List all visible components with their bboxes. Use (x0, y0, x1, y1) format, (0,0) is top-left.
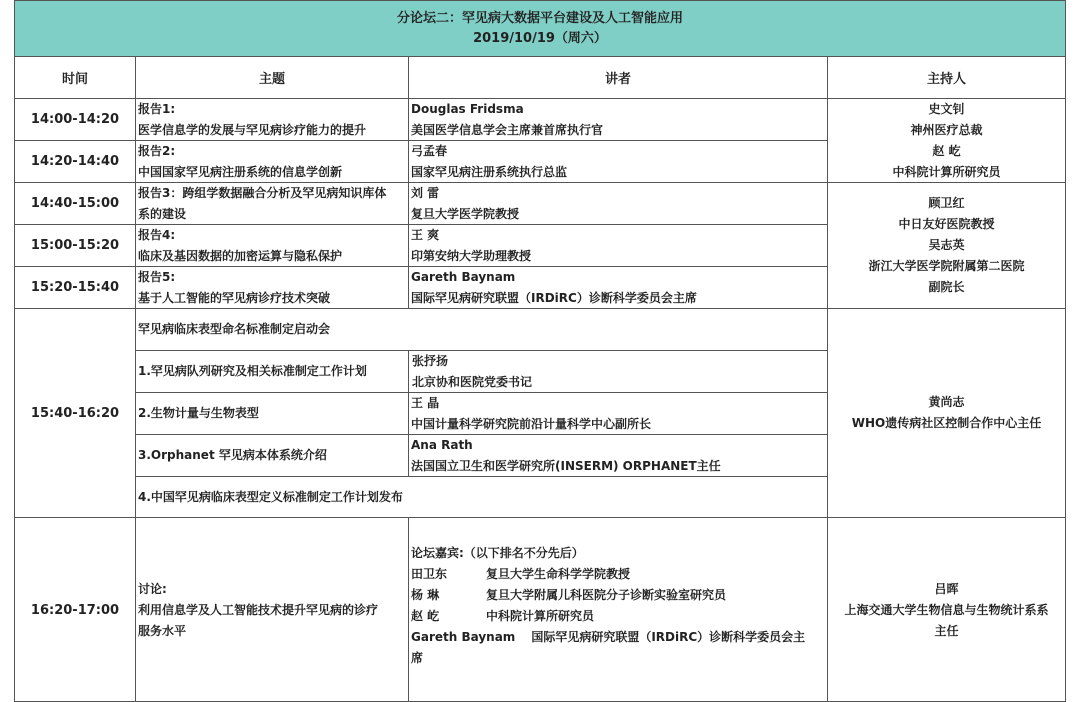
forum-date: 2019/10/19（周六） (473, 30, 607, 46)
speaker-title: 国际罕见病研究联盟（IRDiRC）诊断科学委员会主席 (411, 291, 697, 305)
grid-line (14, 517, 1066, 518)
guest-name: 田卫东 (411, 567, 448, 581)
topic-line: 报告2: (138, 144, 176, 158)
session-topic (136, 141, 408, 182)
session-host (828, 99, 1065, 182)
grid-line (827, 57, 828, 702)
grid-line (135, 476, 828, 477)
session-topic (136, 225, 408, 266)
discussion-topic (136, 518, 408, 702)
column-header-host: 主持人 (926, 72, 966, 87)
speaker-name: 弓孟春 (411, 144, 448, 158)
host-name: 吴志英 (928, 238, 965, 252)
launch-item-speaker (409, 393, 827, 434)
host-title: WHO遗传病社区控制合作中心主任 (851, 416, 1042, 430)
session-speaker (409, 141, 827, 182)
grid-line (135, 392, 828, 393)
guests-title: 论坛嘉宾:（以下排名不分先后） (411, 546, 584, 560)
forum-title: 分论坛二：罕见病大数据平台建设及人工智能应用 (396, 10, 683, 26)
grid-line (408, 57, 409, 309)
topic-line: 报告4: (138, 228, 176, 242)
speaker-name: Gareth Baynam (411, 270, 516, 284)
launch-item-topic: 1.罕见病队列研究及相关标准制定工作计划 (138, 364, 367, 378)
discussion-guests (409, 518, 827, 702)
topic-line: 中国国家罕见病注册系统的信息学创新 (138, 165, 343, 179)
grid-line (14, 266, 828, 267)
speaker-name: Ana Rath (411, 438, 473, 452)
host-name: 顾卫红 (928, 196, 965, 210)
column-header-time: 时间 (61, 72, 88, 87)
topic-line: 服务水平 (138, 623, 187, 638)
host-title: 中日友好医院教授 (898, 217, 995, 231)
guest-name: 赵 屹 (411, 609, 440, 623)
topic-line: 医学信息学的发展与罕见病诊疗能力的提升 (138, 123, 367, 137)
session-topic (136, 99, 408, 140)
speaker-title: 复旦大学医学院教授 (411, 207, 520, 221)
launch-item-speaker (409, 435, 827, 476)
session-speaker (409, 183, 827, 224)
host-title: 浙江大学医学院附属第二医院 (868, 259, 1025, 273)
topic-line: 临床及基因数据的加密运算与隐私保护 (138, 249, 343, 263)
speaker-name: 张抒扬 (412, 354, 449, 368)
speaker-name: 王 晶 (411, 396, 440, 410)
guest-role: 复旦大学附属儿科医院分子诊断实验室研究员 (486, 588, 727, 602)
session-speaker (409, 267, 827, 308)
host-title: 神州医疗总裁 (910, 122, 983, 137)
speaker-title: 美国医学信息学会主席兼首席执行官 (411, 123, 604, 137)
launch-item-topic: 4.中国罕见病临床表型定义标准制定工作计划发布 (138, 489, 403, 504)
speaker-title: 印第安纳大学助理教授 (411, 249, 532, 263)
launch-item-speaker (409, 351, 827, 392)
host-name: 黄尚志 (928, 395, 965, 409)
host-name: 吕晖 (934, 581, 959, 596)
speaker-name: 刘 雷 (411, 186, 440, 200)
guest-role: 复旦大学生命科学学院教授 (486, 567, 631, 581)
host-title: 主任 (934, 623, 959, 638)
grid-line (14, 0, 15, 702)
host-title: 上海交通大学生物信息与生物统计系系 (844, 602, 1049, 617)
session-time: 15:20-15:40 (30, 280, 120, 295)
topic-line: 系的建设 (138, 207, 187, 221)
grid-line (135, 350, 828, 351)
launch-item-topic: 2.生物计量与生物表型 (138, 406, 259, 420)
session-host (828, 518, 1065, 702)
grid-line (14, 98, 1066, 99)
grid-line (135, 57, 136, 702)
topic-line: 基于人工智能的罕见病诊疗技术突破 (138, 291, 331, 305)
forum-header (15, 1, 1065, 56)
speaker-title: 法国国立卫生和医学研究所(INSERM) ORPHANET主任 (411, 459, 721, 473)
grid-line (1065, 0, 1066, 702)
grid-line (14, 56, 1066, 57)
session-time: 14:20-14:40 (30, 154, 120, 169)
grid-line (135, 434, 828, 435)
topic-line: 报告3：跨组学数据融合分析及罕见病知识库体 (138, 186, 387, 200)
session-time: 15:40-16:20 (30, 405, 120, 421)
grid-line (408, 350, 409, 477)
grid-line (408, 518, 409, 702)
session-host (828, 183, 1065, 308)
session-time: 14:40-15:00 (30, 196, 120, 211)
guest-entry (411, 606, 827, 627)
guest-role-continued: 席 (411, 651, 424, 665)
host-name: 史文钊 (928, 101, 965, 116)
host-name: 赵 屹 (932, 143, 961, 158)
guest-role: 国际罕见病研究联盟（IRDiRC）诊断科学委员会主 (531, 630, 806, 644)
host-title: 中科院计算所研究员 (892, 164, 1001, 179)
session-time: 16:20-17:00 (30, 602, 120, 618)
topic-line: 利用信息学及人工智能技术提升罕见病的诊疗 (138, 602, 379, 617)
session-time: 14:00-14:20 (30, 112, 120, 127)
session-host (828, 309, 1065, 517)
guest-entry (411, 585, 827, 606)
topic-line: 报告1: (138, 102, 176, 116)
session-speaker (409, 99, 827, 140)
column-header-topic: 主题 (258, 72, 285, 87)
guest-name: Gareth Baynam (411, 630, 516, 644)
session-time: 15:00-15:20 (30, 238, 120, 253)
topic-line: 讨论: (138, 581, 167, 596)
guest-name: 杨 琳 (411, 588, 440, 602)
speaker-title: 北京协和医院党委书记 (412, 375, 533, 389)
guest-entry (411, 627, 827, 648)
host-title: 副院长 (928, 280, 965, 294)
speaker-name: Douglas Fridsma (411, 102, 524, 116)
speaker-name: 王 爽 (411, 228, 440, 242)
grid-line (14, 224, 828, 225)
speaker-title: 中国计量科学研究院前沿计量科学中心副所长 (411, 417, 652, 431)
guest-role: 中科院计算所研究员 (486, 609, 595, 623)
session-topic (136, 183, 408, 224)
launch-title: 罕见病临床表型命名标准制定启动会 (138, 322, 331, 336)
column-header-speaker: 讲者 (604, 72, 631, 87)
grid-line (14, 182, 1066, 183)
session-speaker (409, 225, 827, 266)
speaker-title: 国家罕见病注册系统执行总监 (411, 165, 568, 179)
topic-line: 报告5: (138, 270, 176, 284)
launch-item-topic: 3.Orphanet 罕见病本体系统介绍 (138, 448, 327, 462)
guest-entry (411, 564, 827, 585)
grid-line (14, 0, 1066, 1)
grid-line (14, 140, 828, 141)
grid-line (14, 308, 1066, 309)
session-topic (136, 267, 408, 308)
